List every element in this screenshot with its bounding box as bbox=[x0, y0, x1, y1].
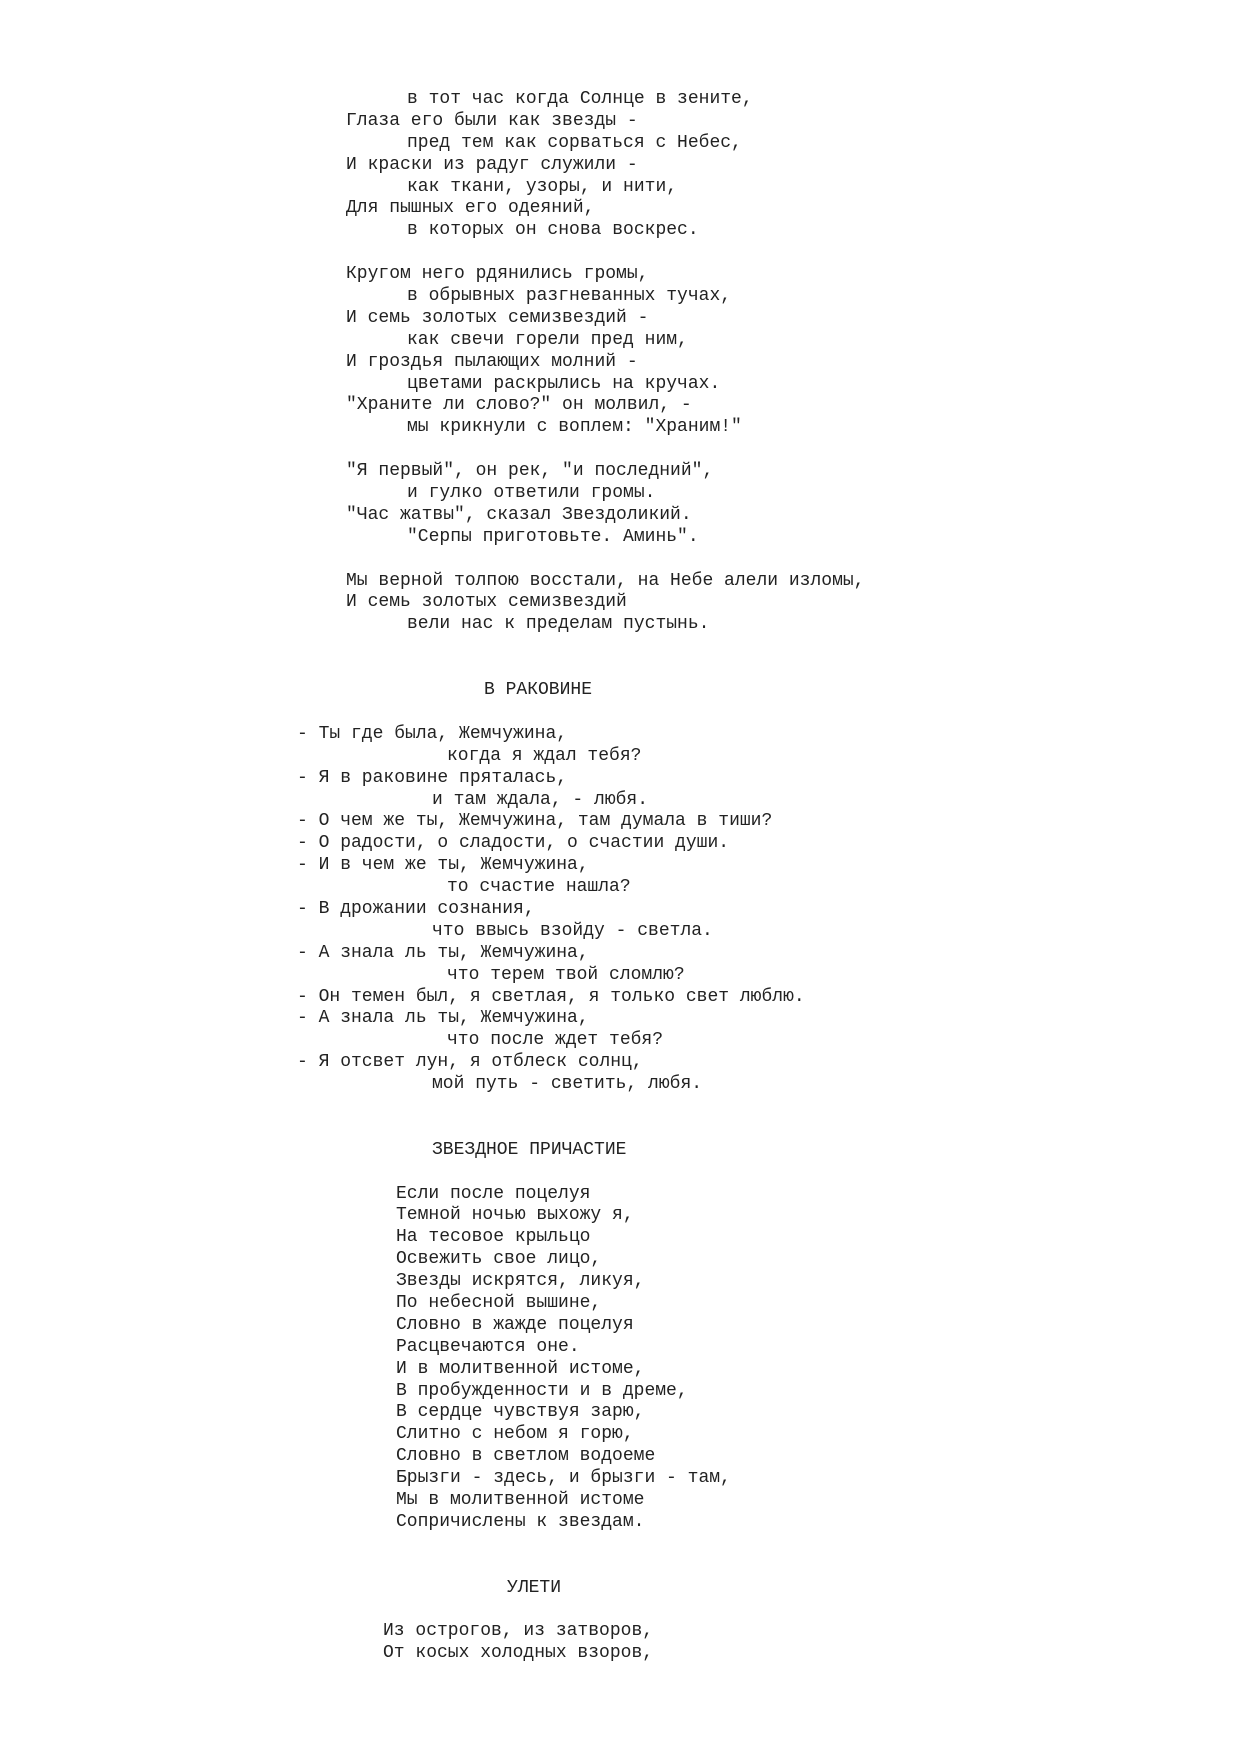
poem-line: - Я в раковине пряталась, bbox=[297, 767, 568, 788]
poem-line: что ввысь взойду - светла. bbox=[432, 920, 713, 941]
poem-line: как свечи горели пред ним, bbox=[407, 329, 688, 350]
poem-line: "Серпы приготовьте. Аминь". bbox=[407, 526, 699, 547]
poem-line: - Ты где была, Жемчужина, bbox=[297, 723, 568, 744]
poem-line: - О радости, о сладости, о счастии души. bbox=[297, 833, 730, 854]
blank-line bbox=[0, 1556, 864, 1578]
poem-line: в тот час когда Солнце в зените, bbox=[407, 89, 753, 109]
poem-line: Словно в жажде поцелуя bbox=[396, 1314, 634, 1335]
poem-line: в которых он снова воскрес. bbox=[407, 220, 699, 241]
poem-line: и гулко ответили громы. bbox=[407, 483, 656, 504]
poem-line: "Час жатвы", сказал Звездоликий. bbox=[346, 504, 692, 525]
poem-title: ЗВЕЗДНОЕ ПРИЧАСТИЕ bbox=[432, 1139, 627, 1160]
poem-line: - Я отсвет лун, я отблеск солнц, bbox=[297, 1052, 643, 1073]
poem-line: И семь золотых семизвездий - bbox=[346, 307, 649, 328]
poem-line: Освежить свое лицо, bbox=[396, 1249, 602, 1270]
blank-line bbox=[0, 636, 864, 658]
poem-line: - В дрожании сознания, bbox=[297, 898, 535, 919]
poem-line: И гроздья пылающих молний - bbox=[346, 351, 638, 372]
poem-line: Кругом него рдянились громы, bbox=[346, 264, 649, 285]
blank-line bbox=[0, 549, 864, 571]
poem-title: В РАКОВИНЕ bbox=[484, 680, 593, 701]
poem-line: - Он темен был, я светлая, я только свет люблю. bbox=[297, 986, 805, 1007]
poem-line: На тесовое крыльцо bbox=[396, 1227, 591, 1248]
poem-line: В пробужденности и в дреме, bbox=[396, 1380, 688, 1401]
poem-line: По небесной вышине, bbox=[396, 1292, 602, 1313]
poem-line: И краски из радуг служили - bbox=[346, 154, 638, 175]
poem-line: Брызги - здесь, и брызги - там, bbox=[396, 1468, 731, 1489]
poem-line: И в молитвенной истоме, bbox=[396, 1358, 645, 1379]
poem-line: От косых холодных взоров, bbox=[383, 1643, 654, 1664]
blank-line bbox=[0, 702, 864, 724]
blank-line bbox=[0, 1162, 864, 1184]
poem-line: Из острогов, из затворов, bbox=[383, 1621, 654, 1642]
blank-line bbox=[0, 1118, 864, 1140]
poem-line: "Я первый", он рек, "и последний", bbox=[346, 461, 714, 482]
poem-line: что после ждет тебя? bbox=[447, 1030, 664, 1051]
poem-line: Для пышных его одеяний, bbox=[346, 198, 595, 219]
poem-line: И семь золотых семизвездий bbox=[346, 592, 627, 613]
poem-line: - И в чем же ты, Жемчужина, bbox=[297, 855, 589, 876]
blank-line bbox=[0, 1096, 864, 1118]
poem-line: Темной ночью выхожу я, bbox=[396, 1205, 634, 1226]
poem-line: когда я ждал тебя? bbox=[447, 745, 642, 766]
poem-line: пред тем как сорваться с Небес, bbox=[407, 132, 742, 153]
poem-line: Сопричислены к звездам. bbox=[396, 1511, 645, 1532]
poem-line: Мы в молитвенной истоме bbox=[396, 1490, 645, 1510]
poem-line: Глаза его были как звезды - bbox=[346, 110, 638, 131]
poem-line: мой путь - светить, любя. bbox=[432, 1074, 703, 1095]
poem-line: Словно в светлом водоеме bbox=[396, 1446, 656, 1467]
blank-line bbox=[0, 1534, 864, 1556]
blank-line bbox=[0, 439, 864, 461]
poem-line: в обрывных разгневанных тучах, bbox=[407, 286, 732, 307]
blank-line bbox=[0, 658, 864, 680]
poem-line: и там ждала, - любя. bbox=[432, 789, 649, 810]
poem-line: что терем твой сломлю? bbox=[447, 964, 685, 985]
poem-line: вели нас к пределам пустынь. bbox=[407, 614, 710, 635]
blank-line bbox=[0, 242, 864, 264]
poem-line: - А знала ль ты, Жемчужина, bbox=[297, 1008, 589, 1029]
poem-line: как ткани, узоры, и нити, bbox=[407, 176, 678, 197]
poem-line: В сердце чувствуя зарю, bbox=[396, 1402, 645, 1423]
poem-line: Расцвечаются оне. bbox=[396, 1336, 580, 1357]
poem-line: - О чем же ты, Жемчужина, там думала в тиши? bbox=[297, 811, 773, 832]
poem-line: то счастие нашла? bbox=[447, 877, 631, 898]
poem-line: Звезды искрятся, ликуя, bbox=[396, 1271, 645, 1292]
poem-line: Мы верной толпою восстали, на Небе алели изломы, bbox=[346, 570, 865, 591]
poem-line: мы крикнули с воплем: "Храним!" bbox=[407, 417, 742, 438]
poem-line: Если после поцелуя bbox=[396, 1183, 591, 1204]
poem-line: - А знала ль ты, Жемчужина, bbox=[297, 942, 589, 963]
poem-line: "Храните ли слово?" он молвил, - bbox=[346, 395, 692, 416]
poem-line: Слитно с небом я горю, bbox=[396, 1424, 634, 1445]
poem-text bbox=[0, 89, 864, 1665]
blank-line bbox=[0, 1599, 864, 1621]
poem-line: цветами раскрылись на кручах. bbox=[407, 373, 721, 394]
poem-title: УЛЕТИ bbox=[507, 1577, 562, 1598]
